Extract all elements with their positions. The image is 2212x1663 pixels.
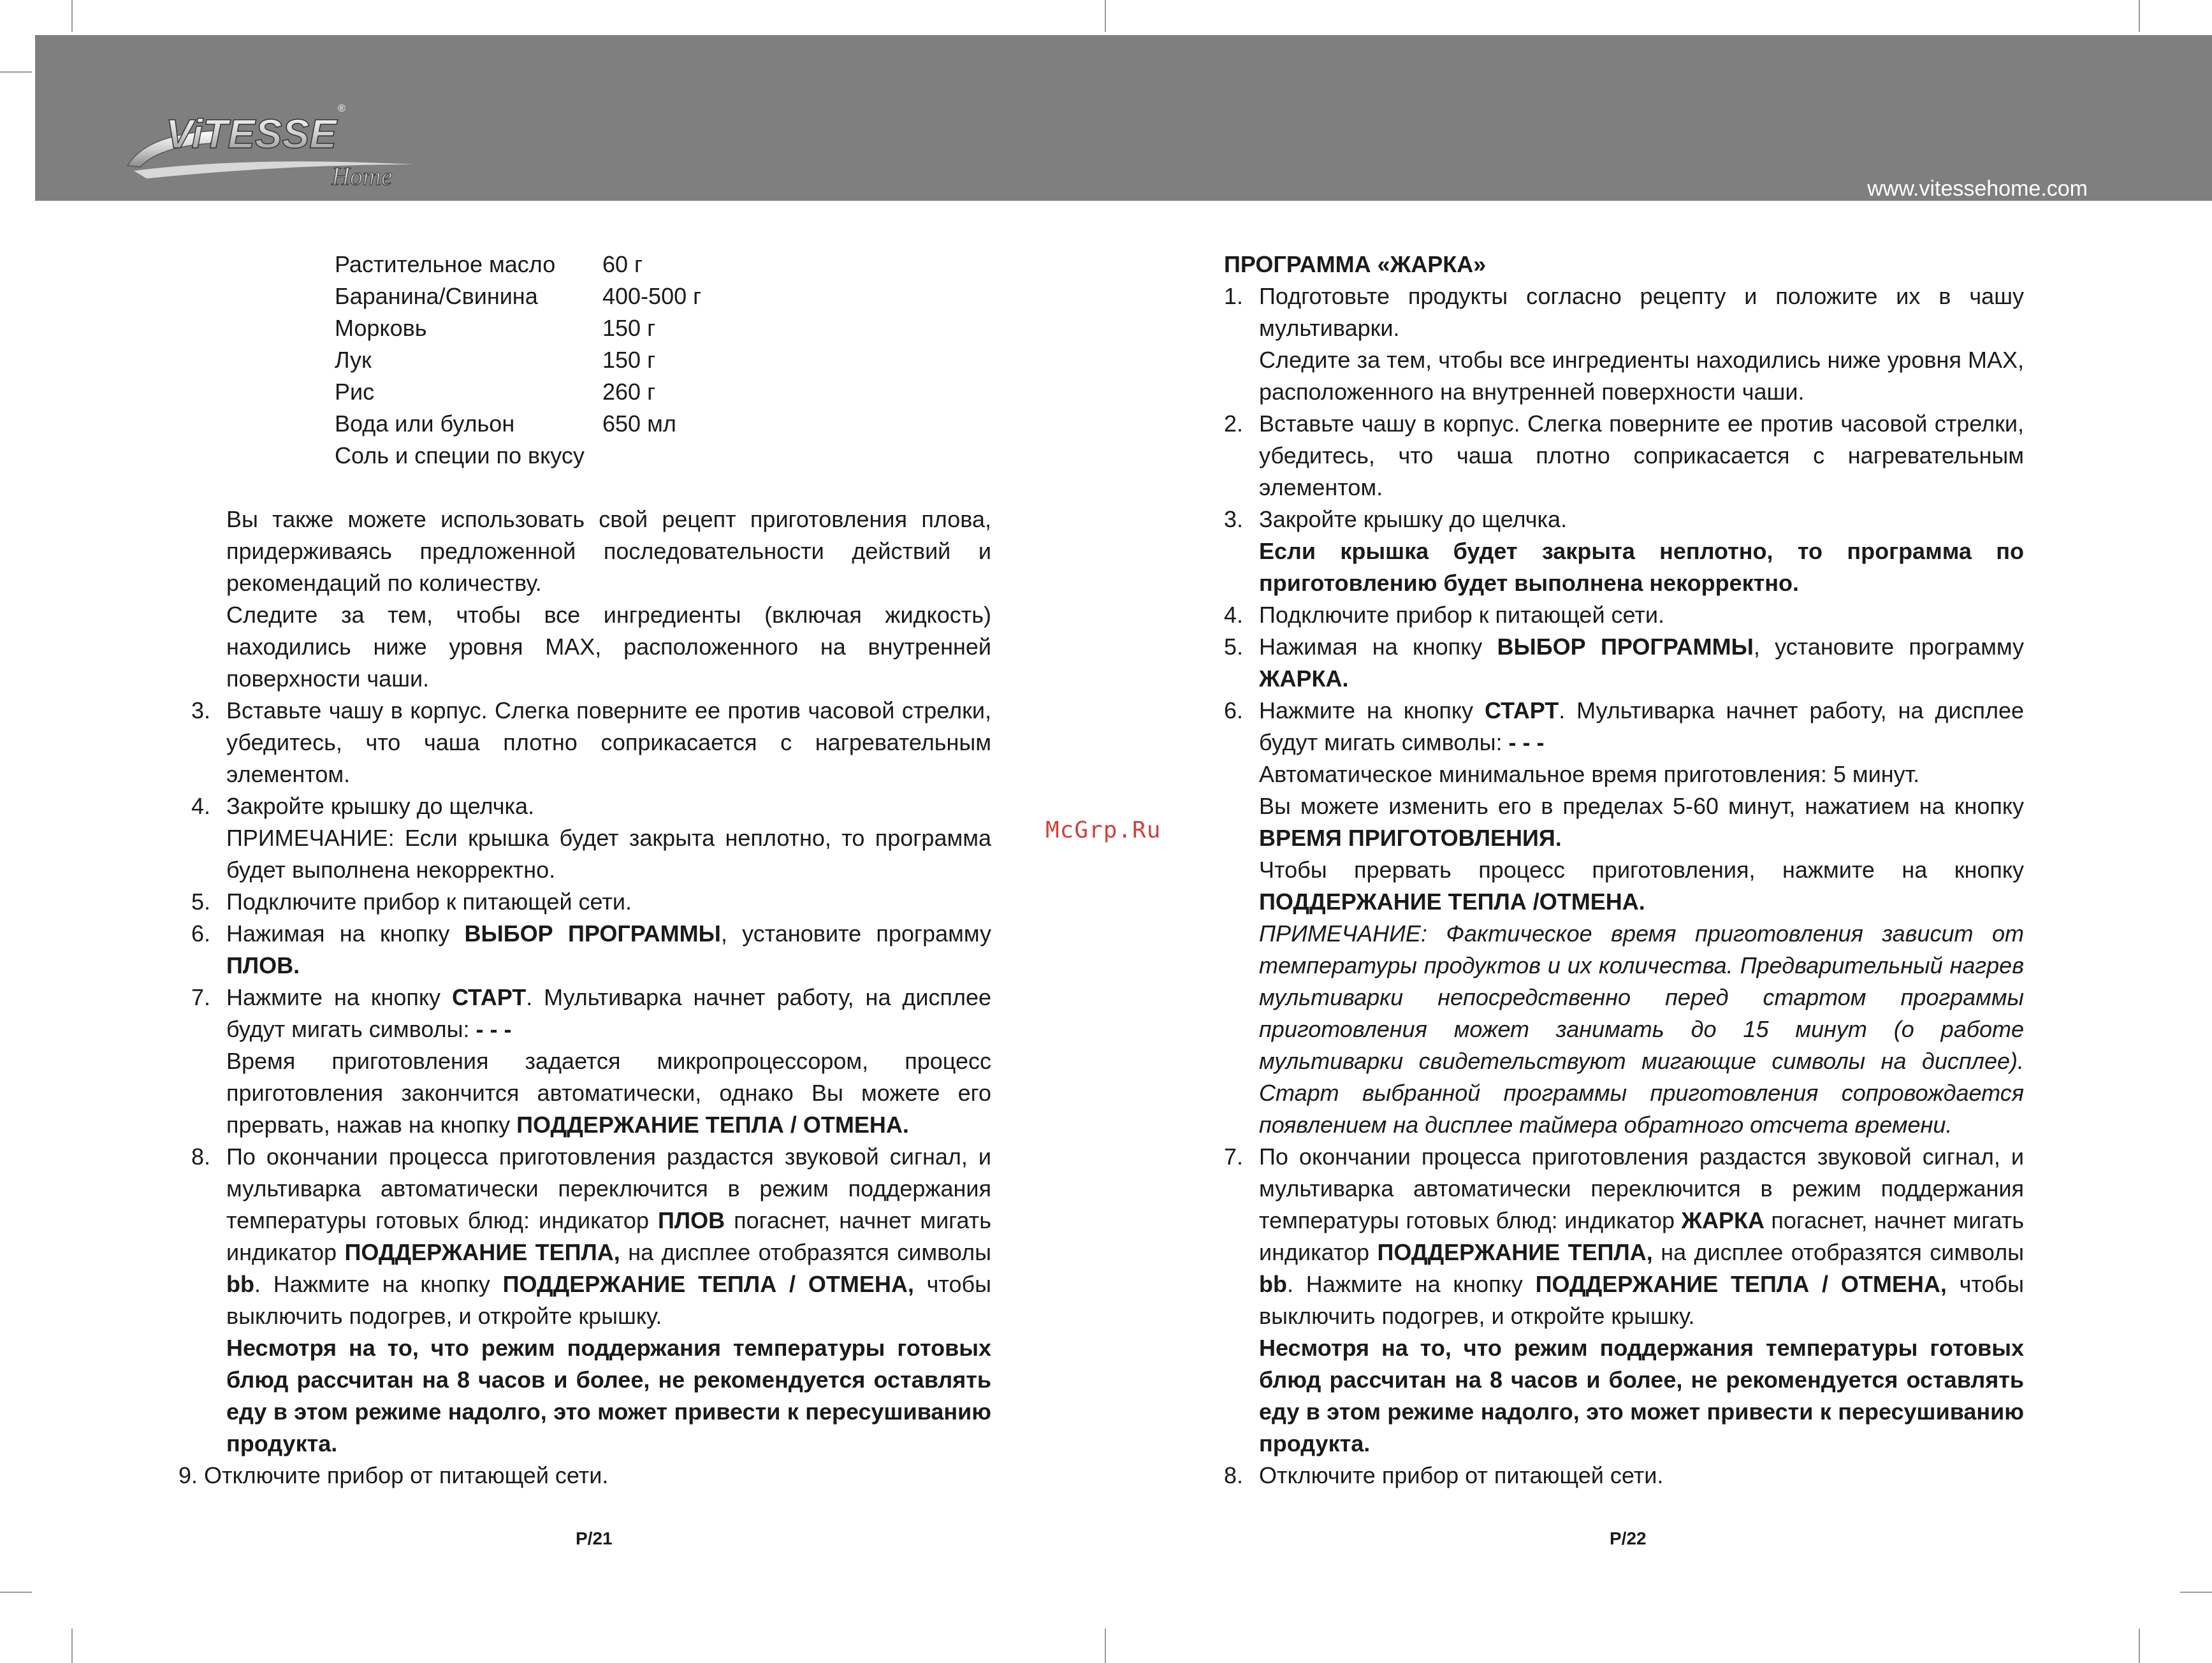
item-number: 3. xyxy=(191,697,211,723)
vitesse-logo xyxy=(121,96,440,198)
item-number: 6. xyxy=(1224,697,1244,723)
warning-text: Если крышка будет закрыта неплотно, то программа по приготовлению будет выполнена некорректно. xyxy=(1259,538,2024,596)
ingredient-name: Лук xyxy=(335,347,372,373)
step-text: Чтобы прервать процесс приготовления, нажмите на кнопку ПОДДЕРЖАНИЕ ТЕПЛА /ОТМЕНА. xyxy=(1259,857,2024,915)
ingredient-amount: 150 г xyxy=(602,347,656,373)
ingredient-name: Растительное масло xyxy=(335,251,556,277)
step-text: Вы можете изменить его в пределах 5-60 минут, нажатием на кнопку ВРЕМЯ ПРИГОТОВЛЕНИЯ. xyxy=(1259,793,2024,851)
list-item xyxy=(1224,1141,2024,1460)
ingredient-row xyxy=(335,408,701,440)
list-item xyxy=(191,982,991,1141)
item-number: 4. xyxy=(191,793,211,819)
ingredient-row xyxy=(335,280,701,312)
crop-mark xyxy=(71,0,73,32)
list-item xyxy=(1224,408,2024,504)
header-band xyxy=(35,35,2212,201)
list-item xyxy=(191,918,991,982)
watermark: McGrp.Ru xyxy=(1045,817,1161,843)
item-number: 7. xyxy=(1224,1144,1244,1170)
crop-mark xyxy=(2180,1592,2212,1593)
step-text: 9. Отключите прибор от питающей сети. xyxy=(178,1462,609,1488)
ingredient-name: Вода или бульон xyxy=(335,410,515,437)
ingredient-name: Соль и специи по вкусу xyxy=(335,442,585,468)
section-title: ПРОГРАММА «ЖАРКА» xyxy=(1224,251,1487,277)
note-text: ПРИМЕЧАНИЕ: Фактическое время приготовления зависит от температуры продуктов и их количества. Предварительный нагрев мультиварки непосредственно перед стартом программы приготовления может занимать до 15 минут (о работе мультиварки свидетельствуют мигающие символы на дисплее). Старт выбранной программы приготовления сопровождается появлением на дисплее таймера обратного отсчета времени. xyxy=(1259,920,2024,1138)
crop-mark xyxy=(0,1592,32,1593)
item-number: 8. xyxy=(1224,1462,1244,1488)
list-item xyxy=(1224,280,2024,408)
item-number: 3. xyxy=(1224,506,1244,532)
step-text: Время приготовления задается микропроцессором, процесс приготовления закончится автоматически, однако Вы можете его прервать, нажав на кнопку ПОДДЕРЖАНИЕ ТЕПЛА / ОТМЕНА. xyxy=(226,1048,991,1138)
list-item xyxy=(191,790,991,886)
list-item xyxy=(1224,1460,2024,1492)
ingredient-amount: 60 г xyxy=(602,251,643,277)
ingredient-row xyxy=(335,312,701,344)
step-text: Нажимая на кнопку ВЫБОР ПРОГРАММЫ, установите программу ЖАРКА. xyxy=(1259,634,2024,692)
step-text: Подключите прибор к питающей сети. xyxy=(1259,602,1664,628)
svg-text:ViTESSE: ViTESSE xyxy=(166,111,337,157)
ingredient-amount: 650 мл xyxy=(602,410,676,437)
step-text: Закройте крышку до щелчка. xyxy=(226,793,535,819)
website-url: www.vitessehome.com xyxy=(1867,177,2088,201)
step-text: Нажимая на кнопку ВЫБОР ПРОГРАММЫ, установите программу ПЛОВ. xyxy=(226,920,991,978)
ingredient-name: Баранина/Свинина xyxy=(335,283,538,309)
item-number: 5. xyxy=(191,889,211,915)
svg-text:Home: Home xyxy=(331,162,393,191)
list-item xyxy=(1224,631,2024,695)
intro-paragraph: Вы также можете использовать свой рецепт приготовления плова, придерживаясь предложенной последовательности действий и рекомендаций по количеству. xyxy=(226,506,991,596)
crop-mark xyxy=(2139,1629,2140,1663)
ingredient-name: Рис xyxy=(335,379,375,405)
list-item xyxy=(1224,695,2024,1141)
step-text: Подключите прибор к питающей сети. xyxy=(226,889,632,915)
ingredient-amount: 150 г xyxy=(602,315,656,341)
item-number: 4. xyxy=(1224,602,1244,628)
ingredient-amount: 260 г xyxy=(602,379,656,405)
step-text: Вставьте чашу в корпус. Слегка поверните ее против часовой стрелки, убедитесь, что чаша плотно соприкасается с нагревательным элементом. xyxy=(1259,410,2024,500)
step-text: Вставьте чашу в корпус. Слегка поверните ее против часовой стрелки, убедитесь, что чаша плотно соприкасается с нагревательным элементом. xyxy=(226,697,991,787)
step-text: Закройте крышку до щелчка. xyxy=(1259,506,1568,532)
ingredient-name: Морковь xyxy=(335,315,427,341)
left-column xyxy=(178,504,992,1492)
crop-mark xyxy=(2139,0,2140,32)
step-text: По окончании процесса приготовления раздастся звуковой сигнал, и мультиварка автоматически переключится в режим поддержания температуры готовых блюд: индикатор ЖАРКА погаснет, начнет мигать индикатор ПОДДЕРЖАНИЕ ТЕПЛА, на дисплее отобразятся символы bb. Нажмите на кнопку ПОДДЕРЖАНИЕ ТЕПЛА / ОТМЕНА, чтобы выключить подогрев, и откройте крышку. xyxy=(1259,1144,2025,1329)
page-number: P/21 xyxy=(576,1529,613,1548)
page-number: P/22 xyxy=(1610,1529,1647,1548)
list-item xyxy=(1224,599,2024,631)
list-item xyxy=(191,695,991,790)
right-column xyxy=(1224,249,2024,1492)
item-number: 5. xyxy=(1224,634,1244,660)
step-text: По окончании процесса приготовления раздастся звуковой сигнал, и мультиварка автоматически переключится в режим поддержания температуры готовых блюд: индикатор ПЛОВ погаснет, начнет мигать индикатор ПОДДЕРЖАНИЕ ТЕПЛА, на дисплее отобразятся символы bb. Нажмите на кнопку ПОДДЕРЖАНИЕ ТЕПЛА / ОТМЕНА, чтобы выключить подогрев, и откройте крышку. xyxy=(226,1144,992,1329)
ingredient-row xyxy=(335,344,701,376)
crop-mark xyxy=(1105,1629,1106,1663)
ingredient-amount: 400-500 г xyxy=(602,283,702,309)
warning-text: Несмотря на то, что режим поддержания температуры готовых блюд рассчитан на 8 часов и более, не рекомендуется оставлять еду в этом режиме надолго, это может привести к пересушиванию продукта. xyxy=(226,1335,991,1456)
ingredient-row xyxy=(335,440,701,472)
list-item xyxy=(191,886,991,918)
ingredient-list xyxy=(335,249,701,472)
ingredient-row xyxy=(335,249,701,280)
crop-mark xyxy=(0,71,32,73)
item-number: 2. xyxy=(1224,410,1244,437)
ingredient-row xyxy=(335,376,701,408)
step-text: Подготовьте продукты согласно рецепту и положите их в чашу мультиварки. xyxy=(1259,283,2024,341)
step-text: Автоматическое минимальное время приготовления: 5 минут. xyxy=(1259,761,1920,787)
step-text: Нажмите на кнопку СТАРТ. Мультиварка начнет работу, на дисплее будут мигать символы: - - - xyxy=(226,984,992,1042)
step-text: Следите за тем, чтобы все ингредиенты находились ниже уровня MAX, расположенного на внутренней поверхности чаши. xyxy=(1259,347,2024,405)
svg-text:®: ® xyxy=(338,103,346,114)
item-number: 1. xyxy=(1224,283,1244,309)
item-number: 8. xyxy=(191,1144,211,1170)
step-text: Отключите прибор от питающей сети. xyxy=(1259,1462,1664,1488)
warning-text: Несмотря на то, что режим поддержания температуры готовых блюд рассчитан на 8 часов и более, не рекомендуется оставлять еду в этом режиме надолго, это может привести к пересушиванию продукта. xyxy=(1259,1335,2024,1456)
intro-paragraph: Следите за тем, чтобы все ингредиенты (включая жидкость) находились ниже уровня MAX, расположенного на внутренней поверхности чаши. xyxy=(226,602,991,692)
step-text: Нажмите на кнопку СТАРТ. Мультиварка начнет работу, на дисплее будут мигать символы: - - - xyxy=(1259,697,2025,755)
list-item xyxy=(191,504,991,695)
item-number: 7. xyxy=(191,984,211,1010)
list-item xyxy=(1224,504,2024,599)
list-item xyxy=(191,1141,991,1460)
note-text: ПРИМЕЧАНИЕ: Если крышка будет закрыта неплотно, то программа будет выполнена некорректно. xyxy=(226,825,991,883)
item-number: 6. xyxy=(191,920,211,947)
crop-mark xyxy=(1105,0,1106,32)
crop-mark xyxy=(71,1629,73,1663)
